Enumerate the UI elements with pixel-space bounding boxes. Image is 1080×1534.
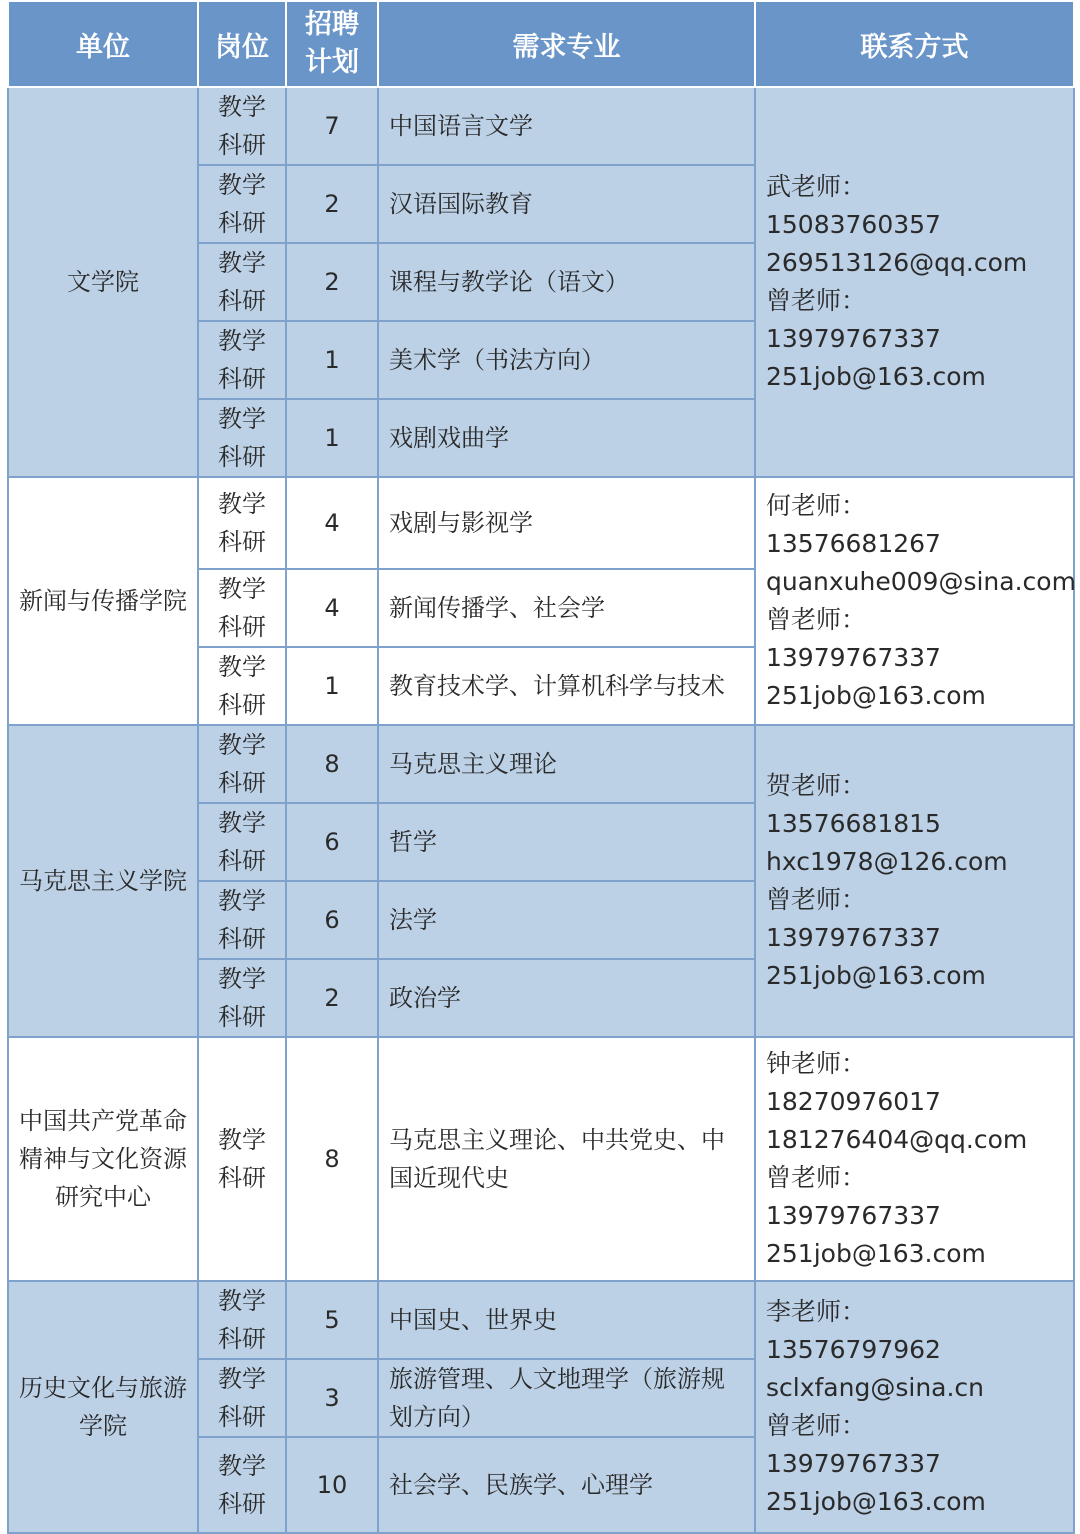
contact-line: 251job@163.com xyxy=(766,681,986,710)
plan-cell: 7 xyxy=(286,87,378,165)
post-line-2: 科研 xyxy=(218,691,266,719)
post-line-2: 科研 xyxy=(218,209,266,237)
contact-line: 曾老师： xyxy=(766,1163,867,1192)
plan-cell: 2 xyxy=(286,165,378,243)
post-cell xyxy=(198,243,286,321)
post-cell xyxy=(198,881,286,959)
post-line-1: 教学 xyxy=(218,490,266,518)
post-line-2: 科研 xyxy=(218,287,266,315)
post-line-2: 科研 xyxy=(218,847,266,875)
contact-cell xyxy=(755,477,1074,725)
contact-line: sclxfang@sina.cn xyxy=(766,1373,985,1402)
unit-cell: 历史文化与旅游学院 xyxy=(8,1281,198,1533)
major-cell: 哲学 xyxy=(378,803,755,881)
major-cell: 汉语国际教育 xyxy=(378,165,755,243)
major-cell: 马克思主义理论、中共党史、中国近现代史 xyxy=(378,1037,755,1281)
post-cell xyxy=(198,1359,286,1437)
major-cell: 法学 xyxy=(378,881,755,959)
major-cell: 中国语言文学 xyxy=(378,87,755,165)
table-row xyxy=(8,1281,1074,1359)
contact-line: 251job@163.com xyxy=(766,362,986,391)
contact-line: 251job@163.com xyxy=(766,961,986,990)
post-line-1: 教学 xyxy=(218,327,266,355)
post-line-1: 教学 xyxy=(218,1365,266,1393)
unit-cell: 马克思主义学院 xyxy=(8,725,198,1037)
post-cell xyxy=(198,477,286,569)
table-row xyxy=(8,725,1074,803)
contact-line: 13979767337 xyxy=(766,643,941,672)
post-line-2: 科研 xyxy=(218,443,266,471)
post-line-1: 教学 xyxy=(218,575,266,603)
contact-line: 曾老师： xyxy=(766,885,867,914)
major-cell: 美术学（书法方向） xyxy=(378,321,755,399)
recruitment-table-grid xyxy=(7,0,1075,1534)
table-row xyxy=(8,1037,1074,1281)
contact-line: 曾老师： xyxy=(766,286,867,315)
header-post: 岗位 xyxy=(198,1,286,87)
post-line-1: 教学 xyxy=(218,1452,266,1480)
plan-cell: 8 xyxy=(286,725,378,803)
unit-cell: 中国共产党革命精神与文化资源研究中心 xyxy=(8,1037,198,1281)
contact-line: 18270976017 xyxy=(766,1087,941,1116)
post-cell xyxy=(198,647,286,725)
contact-line: 13979767337 xyxy=(766,923,941,952)
header-major: 需求专业 xyxy=(378,1,755,87)
table-header-row xyxy=(8,1,1074,87)
contact-line: 李老师： xyxy=(766,1297,867,1326)
post-line-2: 科研 xyxy=(218,365,266,393)
post-cell xyxy=(198,1037,286,1281)
post-line-1: 教学 xyxy=(218,809,266,837)
major-cell: 中国史、世界史 xyxy=(378,1281,755,1359)
post-line-1: 教学 xyxy=(218,965,266,993)
post-line-1: 教学 xyxy=(218,93,266,121)
contact-line: 15083760357 xyxy=(766,210,941,239)
plan-cell: 6 xyxy=(286,881,378,959)
contact-line: quanxuhe009@sina.com xyxy=(766,567,1076,596)
contact-line: 钟老师： xyxy=(766,1049,867,1078)
plan-cell: 8 xyxy=(286,1037,378,1281)
contact-line: 贺老师： xyxy=(766,771,867,800)
post-line-1: 教学 xyxy=(218,171,266,199)
unit-cell: 文学院 xyxy=(8,87,198,477)
plan-cell: 1 xyxy=(286,399,378,477)
post-cell xyxy=(198,321,286,399)
plan-cell: 6 xyxy=(286,803,378,881)
contact-line: 13979767337 xyxy=(766,1449,941,1478)
post-line-2: 科研 xyxy=(218,769,266,797)
major-cell: 旅游管理、人文地理学（旅游规划方向） xyxy=(378,1359,755,1437)
contact-line: 曾老师： xyxy=(766,1411,867,1440)
post-cell xyxy=(198,959,286,1037)
header-plan xyxy=(286,1,378,87)
contact-cell xyxy=(755,725,1074,1037)
post-line-2: 科研 xyxy=(218,1490,266,1518)
contact-line: 武老师： xyxy=(766,172,867,201)
table-row xyxy=(8,87,1074,165)
post-cell xyxy=(198,725,286,803)
plan-cell: 10 xyxy=(286,1437,378,1533)
post-line-2: 科研 xyxy=(218,1403,266,1431)
header-plan-line2: 计划 xyxy=(305,47,359,78)
header-contact: 联系方式 xyxy=(755,1,1074,87)
contact-line: 181276404@qq.com xyxy=(766,1125,1028,1154)
contact-line: 何老师： xyxy=(766,491,867,520)
post-cell xyxy=(198,165,286,243)
header-unit: 单位 xyxy=(8,1,198,87)
post-cell xyxy=(198,399,286,477)
plan-cell: 1 xyxy=(286,647,378,725)
post-cell xyxy=(198,569,286,647)
post-cell xyxy=(198,1437,286,1533)
header-plan-line1: 招聘 xyxy=(305,9,359,40)
contact-line: 13979767337 xyxy=(766,1201,941,1230)
post-line-2: 科研 xyxy=(218,925,266,953)
table-body xyxy=(8,87,1074,1533)
major-cell: 课程与教学论（语文） xyxy=(378,243,755,321)
major-cell: 新闻传播学、社会学 xyxy=(378,569,755,647)
major-cell: 戏剧戏曲学 xyxy=(378,399,755,477)
major-cell: 社会学、民族学、心理学 xyxy=(378,1437,755,1533)
plan-cell: 2 xyxy=(286,959,378,1037)
plan-cell: 4 xyxy=(286,477,378,569)
post-cell xyxy=(198,803,286,881)
contact-cell xyxy=(755,1037,1074,1281)
contact-line: 13576681267 xyxy=(766,529,941,558)
post-line-1: 教学 xyxy=(218,887,266,915)
major-cell: 马克思主义理论 xyxy=(378,725,755,803)
contact-line: 13576797962 xyxy=(766,1335,941,1364)
post-cell xyxy=(198,1281,286,1359)
contact-line: 251job@163.com xyxy=(766,1239,986,1268)
contact-line: 13576681815 xyxy=(766,809,941,838)
contact-line: 269513126@qq.com xyxy=(766,248,1028,277)
post-line-2: 科研 xyxy=(218,1164,266,1192)
plan-cell: 3 xyxy=(286,1359,378,1437)
plan-cell: 5 xyxy=(286,1281,378,1359)
contact-line: hxc1978@126.com xyxy=(766,847,1008,876)
plan-cell: 1 xyxy=(286,321,378,399)
post-line-1: 教学 xyxy=(218,653,266,681)
recruitment-table xyxy=(7,0,1076,1534)
post-line-2: 科研 xyxy=(218,131,266,159)
plan-cell: 2 xyxy=(286,243,378,321)
contact-line: 251job@163.com xyxy=(766,1487,986,1516)
post-line-1: 教学 xyxy=(218,1126,266,1154)
post-line-1: 教学 xyxy=(218,1287,266,1315)
post-line-1: 教学 xyxy=(218,731,266,759)
major-cell: 政治学 xyxy=(378,959,755,1037)
table-row xyxy=(8,477,1074,569)
post-line-2: 科研 xyxy=(218,613,266,641)
post-line-2: 科研 xyxy=(218,528,266,556)
contact-cell xyxy=(755,1281,1074,1533)
post-line-2: 科研 xyxy=(218,1325,266,1353)
contact-line: 13979767337 xyxy=(766,324,941,353)
contact-cell xyxy=(755,87,1074,477)
major-cell: 戏剧与影视学 xyxy=(378,477,755,569)
plan-cell: 4 xyxy=(286,569,378,647)
major-cell: 教育技术学、计算机科学与技术 xyxy=(378,647,755,725)
post-cell xyxy=(198,87,286,165)
contact-line: 曾老师： xyxy=(766,605,867,634)
post-line-1: 教学 xyxy=(218,405,266,433)
unit-cell: 新闻与传播学院 xyxy=(8,477,198,725)
post-line-1: 教学 xyxy=(218,249,266,277)
post-line-2: 科研 xyxy=(218,1003,266,1031)
